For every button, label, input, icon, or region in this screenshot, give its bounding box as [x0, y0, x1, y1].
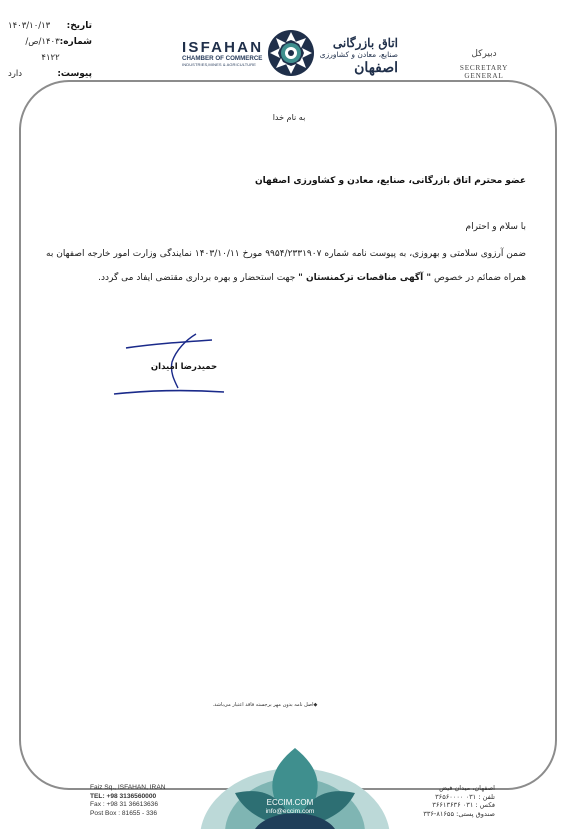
basmala: به نام خدا	[272, 113, 306, 122]
secretary-general-en: SECRETARY GENERAL	[459, 64, 509, 80]
signatory-name: حمیدرضا امیدان	[150, 362, 218, 372]
secretary-general-block	[440, 48, 528, 80]
attachment-value: دارد	[8, 69, 23, 79]
page-frame	[19, 80, 557, 790]
secretary-general-fa: دبیرکل	[471, 49, 497, 59]
logo-en-title: ISFAHAN	[182, 39, 264, 56]
recipient-line: عضو محترم اتاق بازرگانی، صنایع، معادن و کشاورزی اصفهان	[254, 176, 526, 186]
logo-en-subtitle: CHAMBER OF COMMERCE	[182, 55, 263, 62]
footer-website: ECCIM.COM	[266, 798, 314, 807]
footer-fax-fa: فکس : ۰۳۱ ۳۶۶۱۳۶۳۶	[432, 801, 495, 809]
letter-meta	[8, 18, 92, 82]
greeting: با سلام و احترام	[465, 222, 526, 232]
logo-persian	[316, 36, 398, 76]
paragraph-part-1: ضمن آرزوی سلامتی و بهروزی، به پیوست نامه شماره ۹۹۵۴/۲۳۳۱۹۰۷ مورخ ۱۴۰۳/۱۰/۱۱ نمایندگی وزارت امور خارجه اصفهان به همراه ضمائم در خصوص	[46, 249, 526, 283]
number-label: شماره:	[59, 37, 92, 47]
footer-address-en	[90, 784, 190, 818]
footer-address-fa-line: اصفهان، میدان فیض	[439, 784, 495, 792]
date-label: تاریخ:	[66, 21, 92, 31]
footer-address-line: Faiz Sq., ISFAHAN, IRAN	[90, 784, 166, 791]
number-value: ۱۴۰۳/ص/۴۱۲۲	[25, 37, 60, 63]
footer-address-fa	[405, 784, 495, 818]
footer-tel-fa: تلفن : ۰۳۱ ۳۶۵۶۰۰۰۰	[435, 792, 495, 801]
logo-en-tagline: INDUSTRIES,MINES & AGRICULTURE	[182, 62, 257, 67]
date-row	[8, 18, 92, 34]
chamber-logo-icon	[266, 28, 316, 78]
footer-email: info@eccim.com	[265, 808, 315, 815]
paragraph-part-2: جهت استحضار و بهره برداری مقتضی ایفاد می گردد.	[98, 273, 296, 283]
letter-paragraph	[46, 242, 526, 290]
footer-tel: TEL: +98 3136560000	[90, 792, 157, 800]
logo-fa-line1: اتاق بازرگانی	[332, 36, 398, 50]
footer-web	[250, 798, 330, 816]
logo-fa-line2: صنایع، معادن و کشاورزی	[319, 50, 398, 59]
validity-note: ◆اصل نامه بدون مهر برجسته فاقد اعتبار می‌باشد.	[212, 702, 318, 708]
date-value: ۱۴۰۳/۱۰/۱۳	[8, 21, 51, 31]
signature-block	[112, 332, 232, 404]
footer-postbox: Post Box : 81655 - 336	[90, 809, 158, 817]
attachment-label: پیوست:	[57, 69, 92, 79]
number-row	[8, 34, 92, 66]
logo-fa-line3: اصفهان	[354, 60, 398, 76]
footer-fax: Fax : +98 31 36613636	[90, 801, 159, 808]
tender-title: " آگهی مناقصات ترکمنستان "	[298, 273, 432, 283]
footer-postbox-fa: صندوق پستی: ۸۱۶۵۵-۳۳۶	[423, 809, 495, 818]
logo-english	[182, 40, 268, 68]
